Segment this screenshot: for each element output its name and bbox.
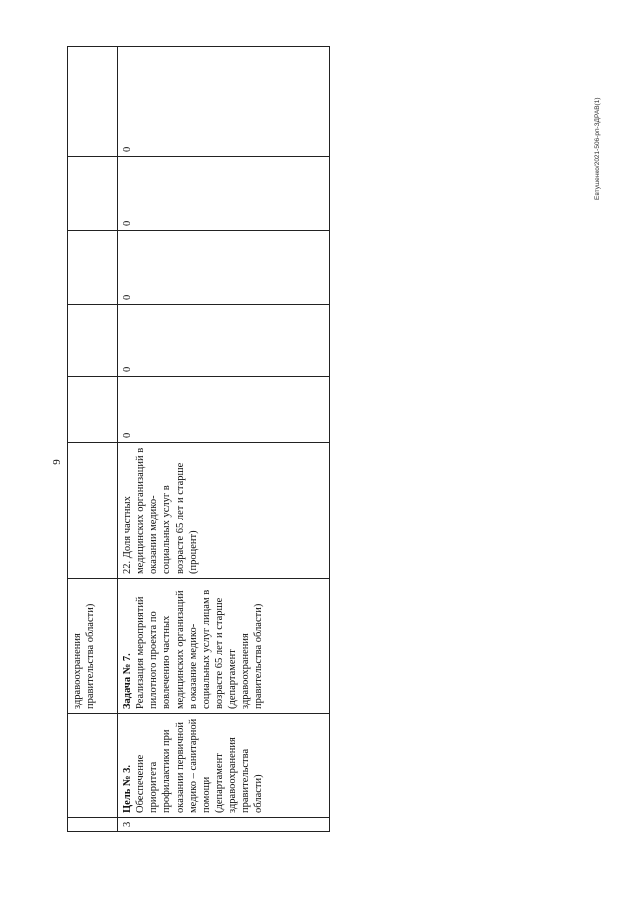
goal-cell xyxy=(118,714,330,818)
value-cell: 0 xyxy=(118,47,330,157)
rotated-page xyxy=(67,47,329,832)
cell-value-blank-1 xyxy=(68,377,118,443)
task-title: Задача № 7. xyxy=(122,653,133,709)
cell-indicator-blank xyxy=(68,443,118,579)
indicator-cell: 22. Доля частных медицинских организаций в оказании медико-социальных услуг в возрасте 65 лет и старше (процент) xyxy=(118,443,330,579)
task-text: Реализация мероприятий пилотного проекта по вовлечению частных медицинских организаций в оказание медико-социальных услуг лицам в возрасте 65 лет и старше (департамент здравоохранения правительства области) xyxy=(135,589,265,709)
cell-goal-blank xyxy=(68,714,118,818)
goal-text: Обеспечение приоритета профилактики при оказании первичной медико – санитарной помощи (департамент здравоохранения правительства области) xyxy=(135,718,265,813)
goal-title: Цель № 3. xyxy=(122,765,133,813)
document-stamp: Евтушенко/2021-506-рп-ЗДРАВ(1) xyxy=(594,97,601,200)
value-cell: 0 xyxy=(118,377,330,443)
cell-value-blank-2 xyxy=(68,305,118,377)
row-number: 3 xyxy=(118,818,330,832)
cell-num-blank xyxy=(68,818,118,832)
continuation-row xyxy=(68,47,118,832)
page-number: 9 xyxy=(51,459,63,465)
value-cell: 0 xyxy=(118,305,330,377)
cell-value-blank-4 xyxy=(68,157,118,231)
value-cell: 0 xyxy=(118,231,330,305)
table-row xyxy=(118,47,330,832)
cell-value-blank-5 xyxy=(68,47,118,157)
cell-value-blank-3 xyxy=(68,231,118,305)
cell-continuation: здравоохранения правительства области) xyxy=(68,579,118,714)
value-cell: 0 xyxy=(118,157,330,231)
indicator-table xyxy=(67,46,330,832)
task-cell xyxy=(118,579,330,714)
